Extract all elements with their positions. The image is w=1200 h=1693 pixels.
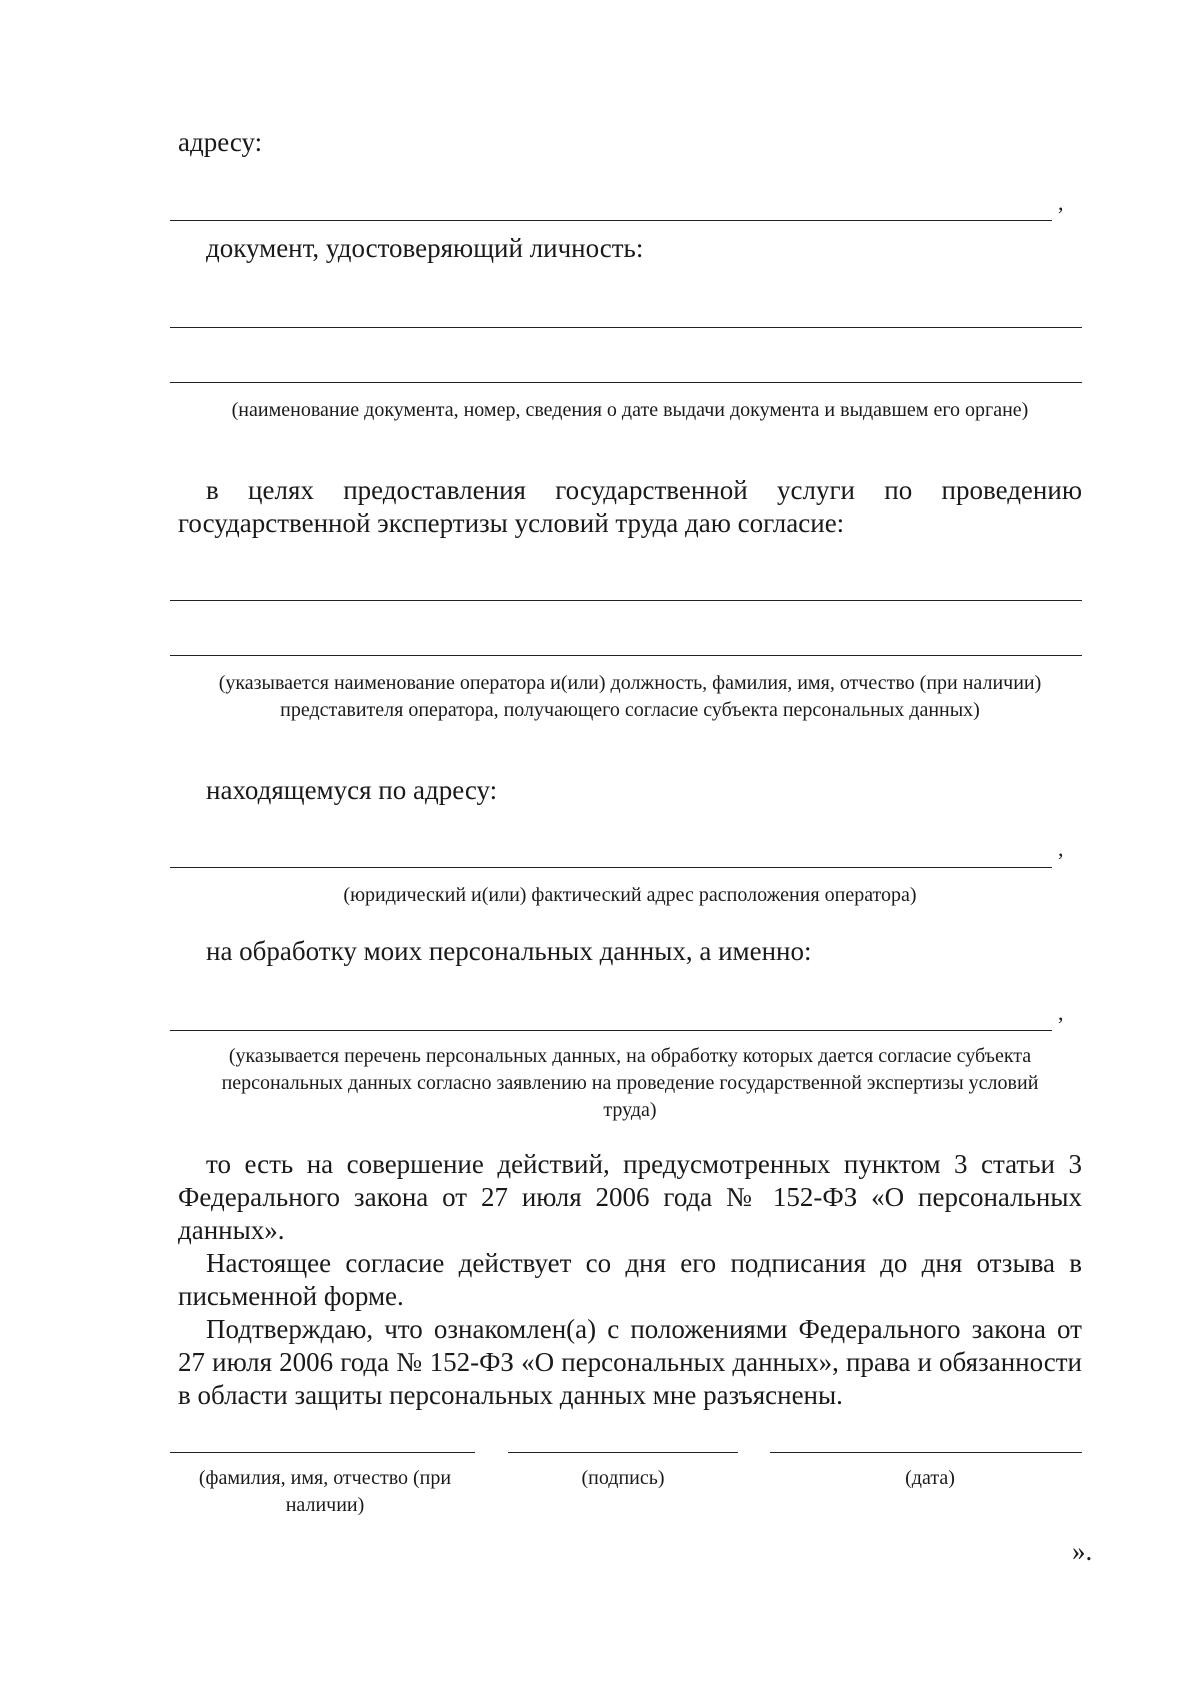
operator-caption: (указывается наименование оператора и(или) должность, фамилия, имя, отчество (при наличии) представителя оператора, получающего согласие субъекта персональных данных) — [218, 672, 1042, 721]
processing-caption: (указывается перечень персональных данных, на обработку которых дается согласие субъекта персональных данных согласно заявлению на проведение государственной экспертизы условий труда) — [221, 1045, 1039, 1121]
processing-label: на обработку моих персональных данных, а именно: — [206, 936, 812, 966]
paragraph-confirm: Подтверждаю, что ознакомлен(а) с положениями Федерального закона от 27 июля 2006 года № 152-ФЗ «О персональных данных», права и обязанности в области защиты персональных данных мне разъяснены. — [178, 1314, 1082, 1410]
operator-line-1 — [170, 600, 1082, 601]
date-line — [770, 1452, 1082, 1453]
paragraph-actions: то есть на совершение действий, предусмотренных пунктом 3 статьи 3 Федерального закона от 27 июля 2006 года № 152-ФЗ «О персональных данных». — [178, 1149, 1082, 1245]
address-line — [170, 220, 1052, 221]
purpose-paragraph: в целях предоставления государственной услуги по проведению государственной экспертизы условий труда даю согласие: — [178, 475, 1082, 538]
operator-line-2 — [170, 655, 1082, 656]
paragraph-validity: Настоящее согласие действует со дня его подписания до дня отзыва в письменной форме. — [178, 1248, 1082, 1311]
identity-doc-caption: (наименование документа, номер, сведения о дате выдачи документа и выдавшем его органе) — [231, 399, 1029, 421]
operator-address-comma: , — [1058, 836, 1064, 861]
name-line — [170, 1452, 475, 1453]
personal-data-line — [170, 1030, 1052, 1031]
name-caption: (фамилия, имя, отчество (при наличии) — [198, 1467, 452, 1516]
identity-doc-line-2 — [170, 382, 1082, 383]
operator-address-caption: (юридический и(или) фактический адрес расположения оператора) — [343, 884, 917, 906]
identity-doc-label: документ, удостоверяющий личность: — [206, 233, 644, 263]
identity-doc-line-1 — [170, 327, 1082, 328]
signature-line — [508, 1452, 738, 1453]
closing-quote: ». — [1072, 1536, 1093, 1566]
operator-address-line — [170, 867, 1052, 868]
date-caption: (дата) — [905, 1467, 955, 1489]
signature-caption: (подпись) — [581, 1467, 665, 1489]
operator-address-label: находящемуся по адресу: — [206, 775, 498, 805]
address-comma: , — [1058, 190, 1064, 215]
address-label: адресу: — [178, 127, 263, 157]
personal-data-comma: , — [1058, 1000, 1064, 1025]
